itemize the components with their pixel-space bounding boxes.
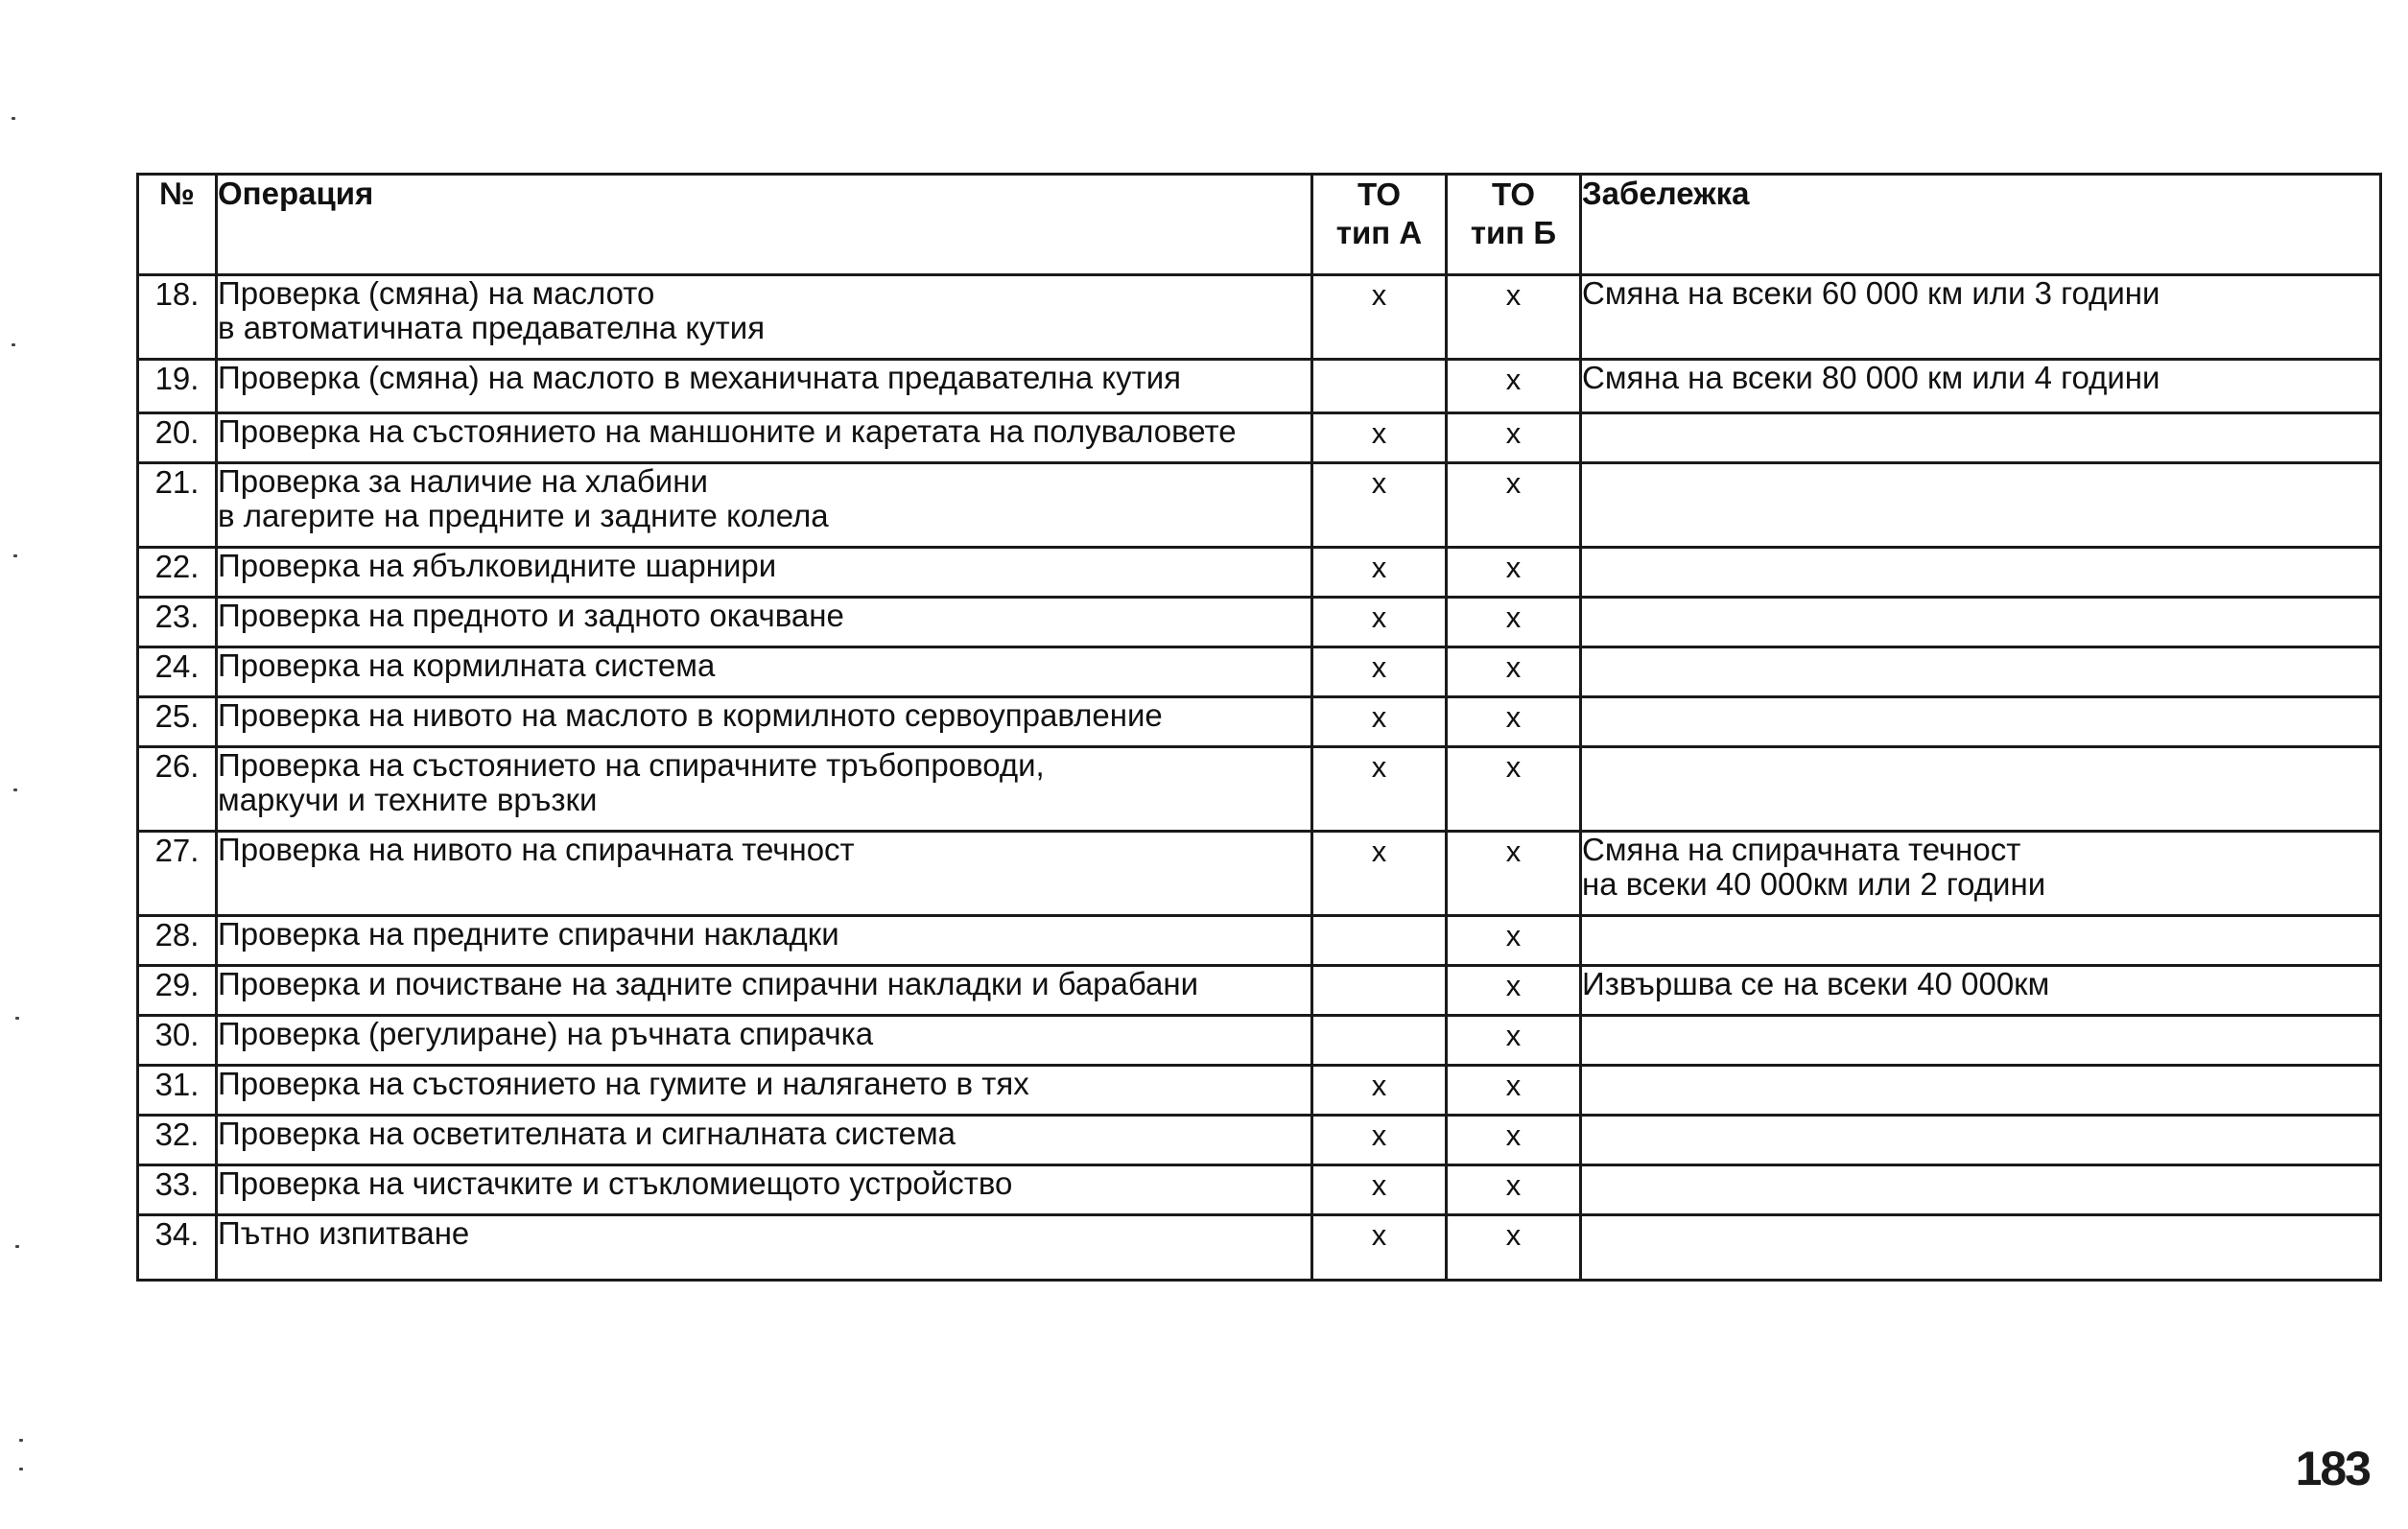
checkmark-x-b: x [1505,1118,1522,1152]
row-to-type-a [1312,463,1447,548]
checkmark-x-b: x [1505,1019,1522,1052]
note-line-1: Смяна на всеки 60 000 км или 3 години [1582,275,2160,311]
operation-line-1: Проверка на предните спирачни накладки [218,916,839,952]
operation-line-1: Проверка за наличие на хлабини [218,463,708,499]
header-to-a-line2: тип А [1335,215,1423,250]
operation-line-1: Проверка на чистачките и стъкломиещото устройство [218,1165,1013,1201]
operation-line-1: Проверка (смяна) на маслото в механичната предавателна кутия [218,360,1182,395]
header-to-type-b [1447,175,1581,275]
row-note [1581,598,2381,647]
checkmark-x-a: x [1371,416,1387,450]
table-body [138,275,2381,1281]
note-line-1: Смяна на спирачната течност [1582,832,2021,867]
row-note [1581,1066,2381,1116]
row-to-type-b [1447,1215,1581,1281]
row-to-type-b [1447,275,1581,360]
operation-line-1: Проверка на кормилната система [218,647,716,683]
row-to-type-b [1447,1066,1581,1116]
row-to-type-a [1312,966,1447,1016]
checkmark-x-a: x [1371,466,1387,500]
checkmark-x-a: x [1371,1218,1387,1252]
header-to-b-line2: тип Б [1470,215,1557,250]
row-to-type-a [1312,647,1447,697]
row-to-type-b [1447,966,1581,1016]
row-operation [217,548,1312,598]
table-row [138,1116,2381,1165]
scan-speck [13,554,17,557]
checkmark-x-b: x [1505,1168,1522,1202]
row-to-type-b [1447,463,1581,548]
row-to-type-b [1447,747,1581,832]
scan-speck [15,1017,19,1020]
operation-line-1: Проверка на предното и задното окачване [218,598,844,633]
row-note [1581,360,2381,413]
row-to-type-a [1312,598,1447,647]
table-row [138,647,2381,697]
row-note [1581,463,2381,548]
row-to-type-b [1447,1116,1581,1165]
operation-line-1: Проверка (регулиране) на ръчната спирачка [218,1016,874,1051]
checkmark-x-b: x [1505,278,1522,312]
row-note [1581,1116,2381,1165]
operation-line-1: Проверка (смяна) на маслото [218,275,655,311]
row-to-type-a [1312,697,1447,747]
table-row [138,413,2381,463]
operation-line-1: Проверка на осветителната и сигналната система [218,1116,956,1151]
header-to-b-line1: ТО [1491,176,1535,212]
row-to-type-b [1447,1016,1581,1066]
row-operation [217,598,1312,647]
row-number: 25. [138,697,217,747]
checkmark-x-a: x [1371,700,1387,734]
checkmark-x-b: x [1505,700,1522,734]
row-to-type-a [1312,1066,1447,1116]
scan-speck [19,1468,23,1470]
checkmark-x-a: x [1371,551,1387,584]
checkmark-x-b: x [1505,416,1522,450]
row-number: 34. [138,1215,217,1281]
header-operation: Операция [217,175,1312,275]
row-to-type-a [1312,413,1447,463]
operation-line-2: в автоматичната предавателна кутия [218,310,766,345]
checkmark-x-a: x [1371,750,1387,784]
scan-speck [12,117,15,120]
checkmark-x-a: x [1371,1069,1387,1102]
checkmark-x-a: x [1371,600,1387,634]
table-row [138,598,2381,647]
row-operation [217,1016,1312,1066]
row-number: 31. [138,1066,217,1116]
row-to-type-a [1312,747,1447,832]
checkmark-x-b: x [1505,466,1522,500]
row-operation [217,1116,1312,1165]
header-to-type-a [1312,175,1447,275]
row-to-type-b [1447,832,1581,916]
table-row [138,916,2381,966]
row-operation [217,966,1312,1016]
note-line-1: Смяна на всеки 80 000 км или 4 години [1582,360,2160,395]
row-operation [217,916,1312,966]
table-row [138,1066,2381,1116]
row-number: 21. [138,463,217,548]
note-line-1: Извършва се на всеки 40 000км [1582,966,2050,1001]
scan-speck [12,343,15,346]
checkmark-x-a: x [1371,835,1387,868]
row-to-type-a [1312,360,1447,413]
row-operation [217,647,1312,697]
row-note [1581,1215,2381,1281]
checkmark-x-b: x [1505,1218,1522,1252]
table-row [138,463,2381,548]
checkmark-x-b: x [1505,919,1522,953]
row-number: 33. [138,1165,217,1215]
row-note [1581,697,2381,747]
header-note: Забележка [1581,175,2381,275]
operation-line-2: в лагерите на предните и задните колела [218,498,829,533]
row-to-type-b [1447,413,1581,463]
table-row [138,697,2381,747]
page-number: 183 [2295,1442,2370,1495]
row-note [1581,548,2381,598]
table-row [138,1016,2381,1066]
row-to-type-a [1312,1016,1447,1066]
row-to-type-b [1447,647,1581,697]
row-operation [217,697,1312,747]
scan-speck [19,1439,23,1442]
row-number: 18. [138,275,217,360]
table-row [138,275,2381,360]
row-to-type-a [1312,916,1447,966]
checkmark-x-a: x [1371,1168,1387,1202]
row-to-type-b [1447,697,1581,747]
table-row [138,1165,2381,1215]
row-note [1581,1165,2381,1215]
checkmark-x-a: x [1371,1118,1387,1152]
row-operation [217,1066,1312,1116]
table-row [138,747,2381,832]
checkmark-x-b: x [1505,600,1522,634]
table-row [138,1215,2381,1281]
row-to-type-b [1447,360,1581,413]
table-header-row [138,175,2381,275]
row-operation [217,1165,1312,1215]
operation-line-1: Проверка на нивото на маслото в кормилното сервоуправление [218,697,1163,733]
row-note [1581,916,2381,966]
row-note [1581,275,2381,360]
row-number: 28. [138,916,217,966]
row-note [1581,747,2381,832]
row-to-type-a [1312,1116,1447,1165]
operation-line-1: Проверка на нивото на спирачната течност [218,832,855,867]
operation-line-1: Проверка на състоянието на гумите и налягането в тях [218,1066,1029,1101]
row-number: 20. [138,413,217,463]
row-number: 29. [138,966,217,1016]
scan-speck [13,788,17,791]
row-to-type-a [1312,548,1447,598]
row-number: 24. [138,647,217,697]
row-number: 27. [138,832,217,916]
row-operation [217,413,1312,463]
row-to-type-b [1447,1165,1581,1215]
checkmark-x-b: x [1505,835,1522,868]
operation-line-1: Пътно изпитване [218,1215,470,1251]
row-number: 23. [138,598,217,647]
header-to-a-line1: ТО [1357,176,1401,212]
checkmark-x-b: x [1505,969,1522,1002]
row-to-type-b [1447,548,1581,598]
checkmark-x-b: x [1505,750,1522,784]
row-number: 22. [138,548,217,598]
row-to-type-b [1447,916,1581,966]
row-number: 32. [138,1116,217,1165]
row-number: 30. [138,1016,217,1066]
row-operation [217,463,1312,548]
operation-line-1: Проверка на състоянието на маншоните и каретата на полуваловете [218,413,1237,449]
row-to-type-b [1447,598,1581,647]
table-row [138,832,2381,916]
row-operation [217,275,1312,360]
table-row [138,548,2381,598]
checkmark-x-a: x [1371,278,1387,312]
row-note [1581,966,2381,1016]
row-note [1581,1016,2381,1066]
checkmark-x-b: x [1505,1069,1522,1102]
row-to-type-a [1312,1215,1447,1281]
row-note [1581,832,2381,916]
row-operation [217,360,1312,413]
operation-line-1: Проверка на състоянието на спирачните тръбопроводи, [218,747,1045,783]
row-to-type-a [1312,832,1447,916]
checkmark-x-b: x [1505,363,1522,396]
row-note [1581,647,2381,697]
maintenance-table [136,173,2382,1282]
row-number: 26. [138,747,217,832]
note-line-2: на всеки 40 000км или 2 години [1582,866,2046,902]
checkmark-x-b: x [1505,650,1522,684]
operation-line-1: Проверка и почистване на задните спирачни накладки и барабани [218,966,1199,1001]
row-to-type-a [1312,1165,1447,1215]
checkmark-x-b: x [1505,551,1522,584]
row-to-type-a [1312,275,1447,360]
checkmark-x-a: x [1371,650,1387,684]
row-operation [217,747,1312,832]
row-note [1581,413,2381,463]
table-row [138,966,2381,1016]
row-number: 19. [138,360,217,413]
row-operation [217,832,1312,916]
row-operation [217,1215,1312,1281]
table-row [138,360,2381,413]
header-number: № [138,175,217,275]
operation-line-2: маркучи и техните връзки [218,782,598,817]
operation-line-1: Проверка на ябълковидните шарнири [218,548,777,583]
scan-speck [15,1245,19,1248]
